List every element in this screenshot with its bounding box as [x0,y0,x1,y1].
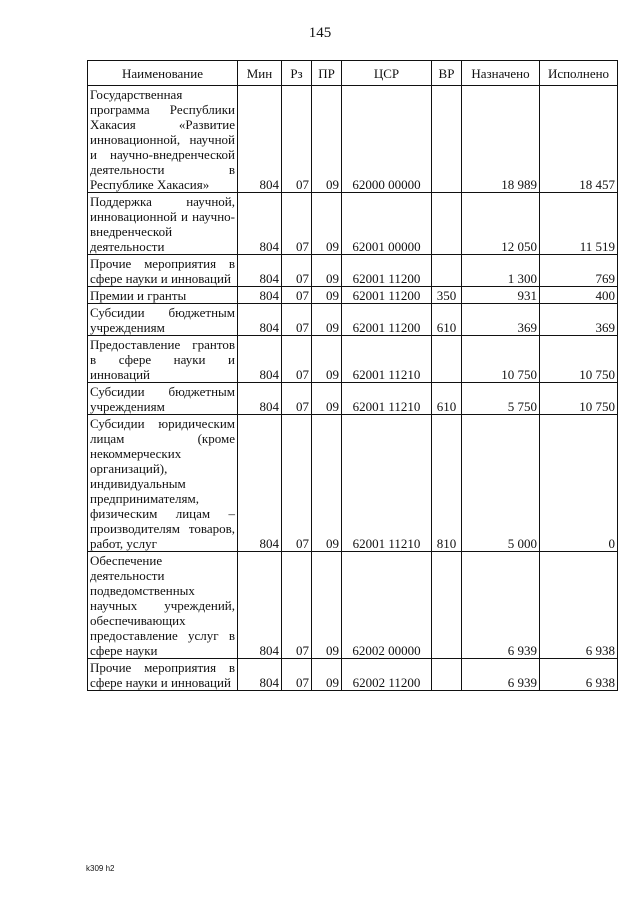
header-rz: Рз [282,61,312,86]
cell-name: Обеспечение деятельности подведомственных научных учреждений, обеспечивающих предоставление услуг в сфере науки [88,552,238,659]
cell-min: 804 [238,336,282,383]
cell-vr [432,255,462,287]
cell-assigned: 1 300 [462,255,540,287]
cell-name: Государственная программа Республики Хакасия «Развитие инновационной, научной и научно-внедренческой деятельности в Республике Хакасия» [88,86,238,193]
cell-vr: 350 [432,287,462,304]
cell-executed: 18 457 [540,86,618,193]
table-row [88,193,618,255]
cell-assigned: 12 050 [462,193,540,255]
header-name: Наименование [88,61,238,86]
cell-min: 804 [238,659,282,691]
cell-pr: 09 [312,304,342,336]
cell-min: 804 [238,304,282,336]
cell-csr: 62001 11200 [342,255,432,287]
cell-assigned: 10 750 [462,336,540,383]
table-row [88,659,618,691]
cell-name: Субсидии юридическим лицам (кроме некоммерческих организаций), индивидуальным предпринимателям, физическим лицам – производителям товаров, работ, услуг [88,415,238,552]
cell-csr: 62002 00000 [342,552,432,659]
table-row [88,383,618,415]
cell-assigned: 369 [462,304,540,336]
cell-pr: 09 [312,287,342,304]
cell-pr: 09 [312,336,342,383]
cell-vr: 610 [432,383,462,415]
cell-csr: 62001 00000 [342,193,432,255]
header-vr: ВР [432,61,462,86]
cell-pr: 09 [312,552,342,659]
cell-name: Прочие мероприятия в сфере науки и инноваций [88,659,238,691]
cell-name: Премии и гранты [88,287,238,304]
table-body [88,86,618,691]
cell-executed: 6 938 [540,659,618,691]
page-number: 145 [308,25,332,41]
cell-csr: 62001 11210 [342,415,432,552]
header-pr: ПР [312,61,342,86]
header-executed: Исполнено [540,61,618,86]
header-csr: ЦСР [342,61,432,86]
cell-assigned: 5 000 [462,415,540,552]
cell-rz: 07 [282,336,312,383]
cell-pr: 09 [312,193,342,255]
cell-rz: 07 [282,659,312,691]
cell-vr [432,659,462,691]
header-min: Мин [238,61,282,86]
cell-csr: 62001 11210 [342,383,432,415]
cell-rz: 07 [282,415,312,552]
table-row [88,304,618,336]
cell-rz: 07 [282,86,312,193]
cell-assigned: 5 750 [462,383,540,415]
cell-executed: 0 [540,415,618,552]
cell-min: 804 [238,86,282,193]
cell-rz: 07 [282,193,312,255]
cell-vr [432,193,462,255]
cell-executed: 10 750 [540,383,618,415]
cell-vr: 810 [432,415,462,552]
cell-name: Предоставление грантов в сфере науки и инноваций [88,336,238,383]
header-row [88,61,618,86]
cell-assigned: 931 [462,287,540,304]
table-row [88,86,618,193]
cell-name: Субсидии бюджетным учреждениям [88,304,238,336]
table-row [88,415,618,552]
cell-csr: 62000 00000 [342,86,432,193]
cell-pr: 09 [312,86,342,193]
cell-executed: 369 [540,304,618,336]
cell-executed: 6 938 [540,552,618,659]
cell-name: Прочие мероприятия в сфере науки и инноваций [88,255,238,287]
cell-csr: 62001 11200 [342,287,432,304]
cell-min: 804 [238,415,282,552]
cell-vr [432,552,462,659]
cell-assigned: 18 989 [462,86,540,193]
cell-assigned: 6 939 [462,659,540,691]
header-assigned: Назначено [462,61,540,86]
cell-assigned: 6 939 [462,552,540,659]
cell-csr: 62002 11200 [342,659,432,691]
cell-executed: 400 [540,287,618,304]
cell-min: 804 [238,383,282,415]
cell-pr: 09 [312,255,342,287]
table-row [88,255,618,287]
cell-rz: 07 [282,304,312,336]
cell-csr: 62001 11200 [342,304,432,336]
cell-vr [432,336,462,383]
cell-pr: 09 [312,659,342,691]
table-row [88,336,618,383]
cell-rz: 07 [282,552,312,659]
cell-executed: 11 519 [540,193,618,255]
cell-csr: 62001 11210 [342,336,432,383]
table-row [88,552,618,659]
cell-min: 804 [238,287,282,304]
cell-rz: 07 [282,383,312,415]
cell-pr: 09 [312,383,342,415]
cell-name: Субсидии бюджетным учреждениям [88,383,238,415]
table-row [88,287,618,304]
budget-table [87,60,618,691]
cell-min: 804 [238,193,282,255]
cell-min: 804 [238,255,282,287]
cell-pr: 09 [312,415,342,552]
cell-vr [432,86,462,193]
cell-min: 804 [238,552,282,659]
table-header [88,61,618,86]
cell-executed: 769 [540,255,618,287]
cell-rz: 07 [282,287,312,304]
cell-rz: 07 [282,255,312,287]
cell-vr: 610 [432,304,462,336]
cell-executed: 10 750 [540,336,618,383]
footer-code: k309 h2 [86,864,115,873]
cell-name: Поддержка научной, инновационной и научно-внедренческой деятельности [88,193,238,255]
